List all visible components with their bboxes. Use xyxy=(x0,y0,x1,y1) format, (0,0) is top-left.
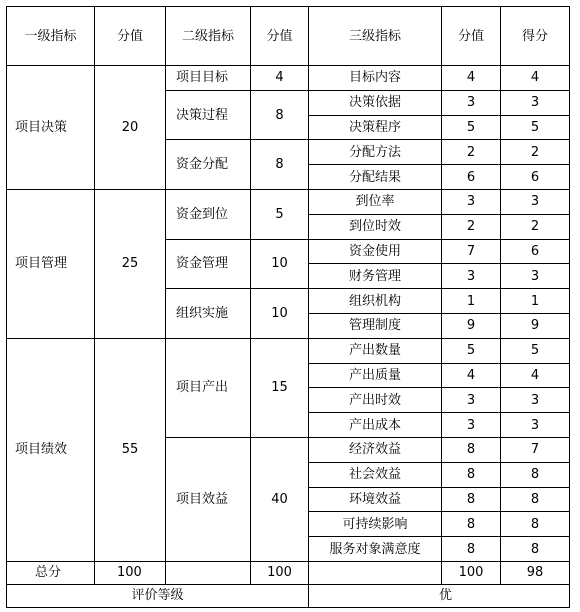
grade-value: 优 xyxy=(309,584,570,607)
level3-indicator: 决策依据 xyxy=(309,90,442,115)
level3-score: 8 xyxy=(442,537,501,562)
level3-score: 3 xyxy=(442,264,501,289)
level1-indicator: 项目决策 xyxy=(7,66,95,190)
header-score3: 分值 xyxy=(442,7,501,66)
level2-score: 10 xyxy=(251,289,309,339)
level3-indicator: 目标内容 xyxy=(309,66,442,91)
level3-score: 3 xyxy=(442,90,501,115)
level2-score: 5 xyxy=(251,189,309,239)
level3-score: 4 xyxy=(442,66,501,91)
level2-indicator: 组织实施 xyxy=(166,289,251,339)
item-result: 3 xyxy=(501,264,570,289)
table-row xyxy=(7,66,570,91)
item-result: 4 xyxy=(501,363,570,388)
total-empty-2 xyxy=(309,561,442,584)
item-result: 9 xyxy=(501,313,570,338)
level3-indicator: 分配结果 xyxy=(309,165,442,190)
level1-score: 25 xyxy=(95,189,166,338)
level2-score: 40 xyxy=(251,437,309,561)
level2-indicator: 资金分配 xyxy=(166,140,251,190)
item-result: 7 xyxy=(501,437,570,462)
level3-score: 3 xyxy=(442,413,501,438)
level2-score: 8 xyxy=(251,90,309,140)
total-score3: 100 xyxy=(442,561,501,584)
item-result: 3 xyxy=(501,189,570,214)
item-result: 3 xyxy=(501,413,570,438)
header-row xyxy=(7,7,570,66)
level3-score: 8 xyxy=(442,512,501,537)
total-empty-1 xyxy=(166,561,251,584)
level3-indicator: 到位时效 xyxy=(309,214,442,239)
level3-indicator: 服务对象满意度 xyxy=(309,537,442,562)
level3-indicator: 决策程序 xyxy=(309,115,442,140)
total-label: 总分 xyxy=(7,561,95,584)
level3-score: 4 xyxy=(442,363,501,388)
level3-score: 3 xyxy=(442,388,501,413)
level3-score: 6 xyxy=(442,165,501,190)
level3-indicator: 产出成本 xyxy=(309,413,442,438)
level2-indicator: 项目效益 xyxy=(166,437,251,561)
level3-score: 2 xyxy=(442,140,501,165)
item-result: 4 xyxy=(501,66,570,91)
level2-indicator: 项目目标 xyxy=(166,66,251,91)
level2-score: 15 xyxy=(251,338,309,437)
level2-score: 8 xyxy=(251,140,309,190)
level3-score: 8 xyxy=(442,487,501,512)
level2-indicator: 决策过程 xyxy=(166,90,251,140)
item-result: 8 xyxy=(501,487,570,512)
level3-indicator: 财务管理 xyxy=(309,264,442,289)
level3-score: 2 xyxy=(442,214,501,239)
level3-score: 3 xyxy=(442,189,501,214)
level3-indicator: 产出质量 xyxy=(309,363,442,388)
item-result: 8 xyxy=(501,512,570,537)
item-result: 8 xyxy=(501,537,570,562)
total-row xyxy=(7,561,570,584)
item-result: 6 xyxy=(501,239,570,264)
grade-row xyxy=(7,584,570,607)
level3-score: 1 xyxy=(442,289,501,314)
level3-score: 8 xyxy=(442,462,501,487)
level3-indicator: 管理制度 xyxy=(309,313,442,338)
level3-indicator: 经济效益 xyxy=(309,437,442,462)
table-row xyxy=(7,189,570,214)
level3-indicator: 分配方法 xyxy=(309,140,442,165)
item-result: 3 xyxy=(501,90,570,115)
level3-indicator: 产出时效 xyxy=(309,388,442,413)
item-result: 5 xyxy=(501,338,570,363)
level3-score: 9 xyxy=(442,313,501,338)
level1-indicator: 项目管理 xyxy=(7,189,95,338)
level2-indicator: 资金到位 xyxy=(166,189,251,239)
item-result: 1 xyxy=(501,289,570,314)
header-result: 得分 xyxy=(501,7,570,66)
level3-indicator: 组织机构 xyxy=(309,289,442,314)
level3-indicator: 环境效益 xyxy=(309,487,442,512)
level1-score: 20 xyxy=(95,66,166,190)
item-result: 2 xyxy=(501,140,570,165)
level1-score: 55 xyxy=(95,338,166,561)
level3-indicator: 可持续影响 xyxy=(309,512,442,537)
header-level3: 三级指标 xyxy=(309,7,442,66)
header-level1: 一级指标 xyxy=(7,7,95,66)
item-result: 2 xyxy=(501,214,570,239)
total-score2: 100 xyxy=(251,561,309,584)
level3-indicator: 产出数量 xyxy=(309,338,442,363)
table-row xyxy=(7,338,570,363)
header-level2: 二级指标 xyxy=(166,7,251,66)
level2-score: 10 xyxy=(251,239,309,289)
level3-score: 5 xyxy=(442,115,501,140)
level2-indicator: 资金管理 xyxy=(166,239,251,289)
total-result: 98 xyxy=(501,561,570,584)
item-result: 8 xyxy=(501,462,570,487)
item-result: 6 xyxy=(501,165,570,190)
level3-indicator: 社会效益 xyxy=(309,462,442,487)
level3-score: 5 xyxy=(442,338,501,363)
header-score1: 分值 xyxy=(95,7,166,66)
item-result: 5 xyxy=(501,115,570,140)
level3-indicator: 资金使用 xyxy=(309,239,442,264)
total-score1: 100 xyxy=(95,561,166,584)
level3-score: 8 xyxy=(442,437,501,462)
item-result: 3 xyxy=(501,388,570,413)
header-score2: 分值 xyxy=(251,7,309,66)
evaluation-table xyxy=(6,6,570,608)
level1-indicator: 项目绩效 xyxy=(7,338,95,561)
grade-label: 评价等级 xyxy=(7,584,309,607)
level2-score: 4 xyxy=(251,66,309,91)
level3-indicator: 到位率 xyxy=(309,189,442,214)
level2-indicator: 项目产出 xyxy=(166,338,251,437)
level3-score: 7 xyxy=(442,239,501,264)
